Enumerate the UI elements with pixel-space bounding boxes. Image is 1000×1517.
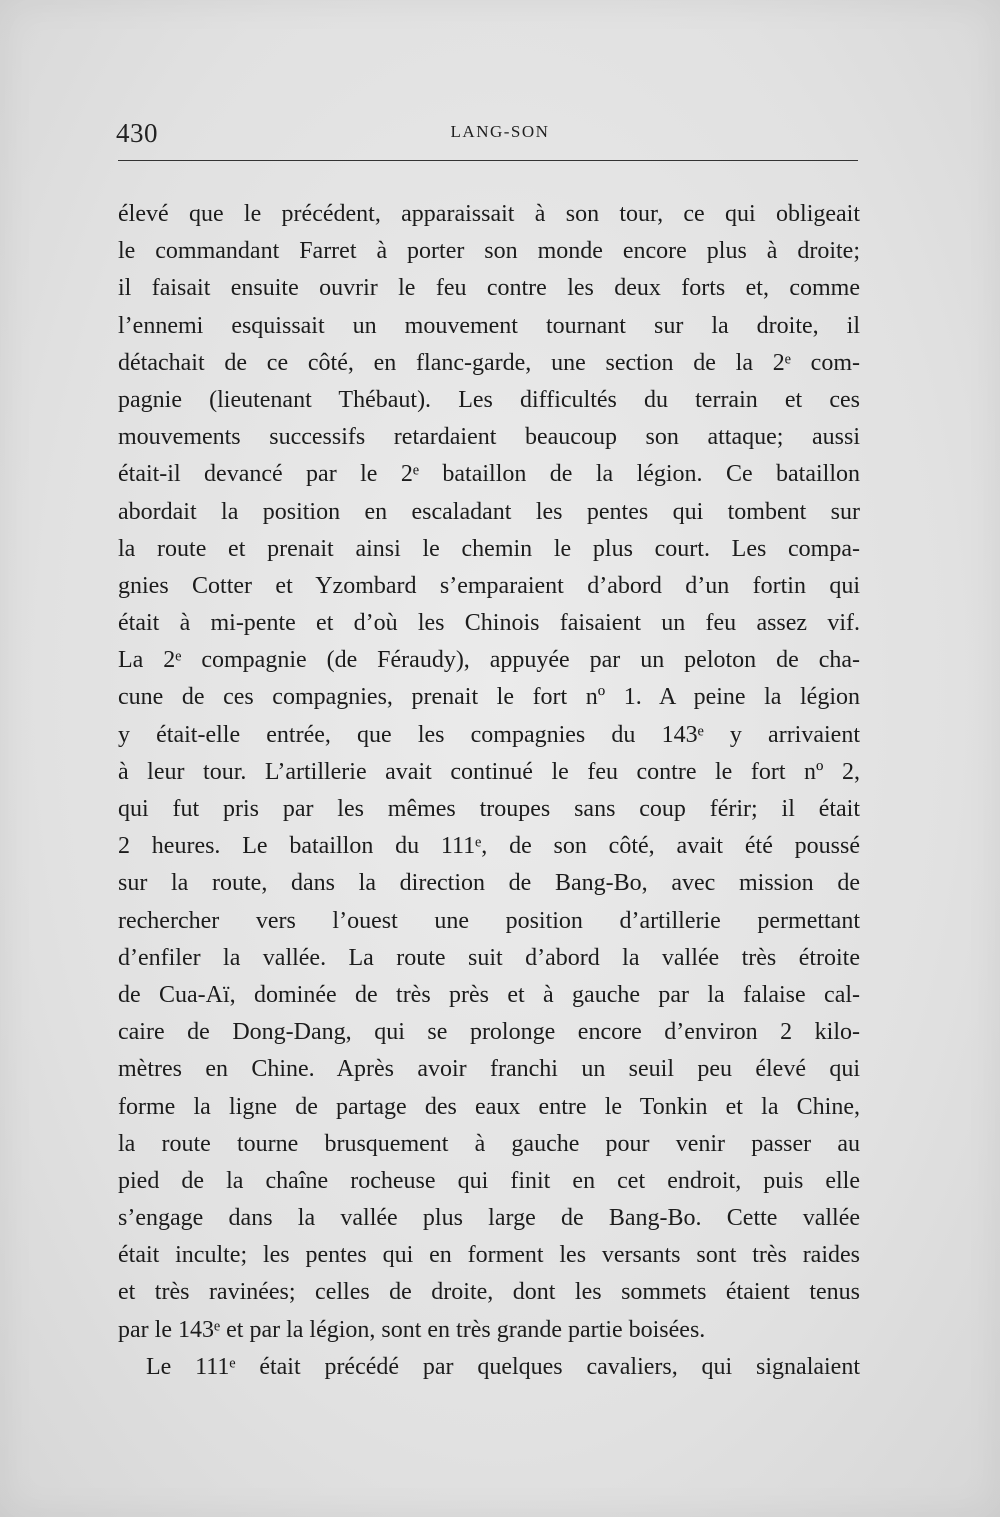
paragraph-start-line: Le 111ᵉ était précédé par quelques cavaliers, qui signalaient	[146, 1353, 860, 1380]
text-line: rechercher vers l’ouest une position d’artillerie permettant	[118, 907, 860, 934]
text-line: était-il devancé par le 2ᵉ bataillon de la légion. Ce bataillon	[118, 461, 860, 488]
text-line: 2 heures. Le bataillon du 111ᵉ, de son côté, avait été poussé	[118, 833, 860, 860]
text-line: d’enfiler la vallée. La route suit d’abord la vallée très étroite	[118, 944, 860, 971]
text-line: l’ennemi esquissait un mouvement tournant sur la droite, il	[118, 312, 860, 339]
text-line: était à mi-pente et d’où les Chinois faisaient un feu assez vif.	[118, 610, 860, 637]
text-line: élevé que le précédent, apparaissait à son tour, ce qui obligeait	[118, 201, 860, 227]
text-line: était inculte; les pentes qui en forment les versants sont très raides	[118, 1242, 860, 1269]
text-line: et très ravinées; celles de droite, dont les sommets étaient tenus	[118, 1279, 860, 1306]
text-line: le commandant Farret à porter son monde encore plus à droite;	[118, 238, 860, 265]
text-line: il faisait ensuite ouvrir le feu contre les deux forts et, comme	[118, 275, 860, 302]
text-line: La 2ᵉ compagnie (de Féraudy), appuyée par un peloton de cha-	[118, 647, 860, 674]
text-line: mètres en Chine. Après avoir franchi un seuil peu élevé qui	[118, 1056, 860, 1083]
text-line: pied de la chaîne rocheuse qui finit en cet endroit, puis elle	[118, 1167, 860, 1194]
text-line: qui fut pris par les mêmes troupes sans coup férir; il était	[118, 796, 860, 822]
text-line: mouvements successifs retardaient beaucoup son attaque; aussi	[118, 424, 860, 451]
text-line: sur la route, dans la direction de Bang-Bo, avec mission de	[118, 870, 860, 897]
text-line: cune de ces compagnies, prenait le fort nº 1. A peine la légion	[118, 684, 860, 711]
text-line: gnies Cotter et Yzombard s’emparaient d’abord d’un fortin qui	[118, 572, 860, 599]
text-line: à leur tour. L’artillerie avait continué le feu contre le fort nº 2,	[118, 758, 860, 785]
text-line: de Cua-Aï, dominée de très près et à gauche par la falaise cal-	[118, 981, 860, 1008]
text-line: abordait la position en escaladant les pentes qui tombent sur	[118, 498, 860, 525]
paragraph-end-line: par le 143ᵉ et par la légion, sont en très grande partie boisées.	[118, 1316, 706, 1343]
header-rule	[118, 160, 858, 161]
text-line: la route et prenait ainsi le chemin le plus court. Les compa-	[118, 535, 860, 562]
text-line: détachait de ce côté, en flanc-garde, une section de la 2ᵉ com-	[118, 349, 860, 376]
text-line: pagnie (lieutenant Thébaut). Les difficultés du terrain et ces	[118, 386, 860, 413]
text-line: la route tourne brusquement à gauche pour venir passer au	[118, 1130, 860, 1157]
running-title: LANG-SON	[450, 122, 550, 141]
page-number: 430	[116, 118, 158, 148]
text-line: forme la ligne de partage des eaux entre le Tonkin et la Chine,	[118, 1093, 860, 1120]
body-text	[118, 196, 860, 1386]
text-line: caire de Dong-Dang, qui se prolonge encore d’environ 2 kilo-	[118, 1019, 860, 1046]
text-line: y était-elle entrée, que les compagnies du 143ᵉ y arrivaient	[118, 721, 860, 748]
text-line: s’engage dans la vallée plus large de Bang-Bo. Cette vallée	[118, 1205, 860, 1232]
